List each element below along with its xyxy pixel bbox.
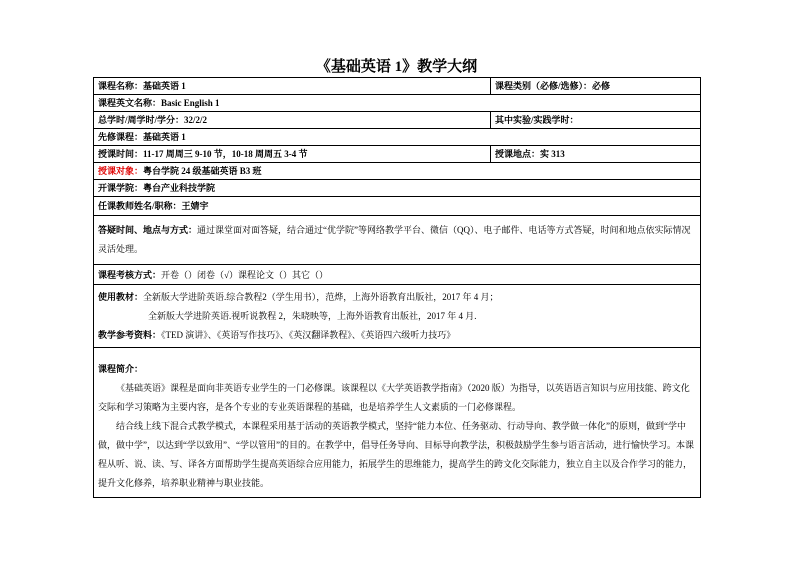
college-cell — [94, 180, 701, 197]
label: 授课时间： — [98, 149, 144, 159]
prereq-cell — [94, 129, 701, 146]
qa-cell — [94, 216, 701, 265]
english-name-cell — [94, 95, 701, 112]
label: 授课地点： — [495, 149, 541, 159]
label: 课程考核方式： — [98, 269, 162, 280]
course-type-cell — [491, 78, 701, 95]
value: 基础英语 1 — [143, 81, 186, 91]
label: 任课教师姓名/职称： — [98, 201, 182, 211]
place-cell — [491, 146, 701, 163]
textbook-cell — [94, 285, 701, 348]
value: 实 313 — [540, 149, 565, 159]
label: 先修课程： — [98, 132, 144, 142]
teacher-cell — [94, 197, 701, 216]
value: 11-17 周周三 9-10 节，10-18 周周五 3-4 节 — [143, 149, 308, 159]
label: 答疑时间、地点与方式： — [98, 225, 198, 235]
label: 总学时/周学时/学分： — [98, 115, 185, 125]
value: 粤台学院 24 级基础英语 B3 班 — [143, 166, 262, 176]
textbook-2: 全新版大学进阶英语.视听说教程 2，朱晓映等，上海外语教育出版社，2017 年 4 月. — [148, 310, 477, 321]
textbook-1: 全新版大学进阶英语.综合教程2（学生用书），范烨，上海外语教育出版社，2017 年 4 月； — [143, 291, 499, 302]
label: 教学参考资料： — [98, 329, 162, 340]
value: 基础英语 1 — [143, 132, 186, 142]
practice-cell — [491, 112, 701, 129]
exam-cell — [94, 265, 701, 285]
label: 课程名称： — [98, 81, 144, 91]
time-cell — [94, 146, 491, 163]
label: 使用教材： — [98, 291, 144, 302]
value: 《TED 演讲》、《英语写作技巧》、《英汉翻译教程》、《英语四六级听力技巧》 — [161, 329, 456, 340]
course-name-cell — [94, 78, 491, 95]
value: 粤台产业科技学院 — [143, 183, 216, 193]
label: 课程英文名称： — [98, 98, 162, 108]
value: 开卷（）闭卷（√）课程论文（）其它（） — [161, 269, 328, 280]
hours-cell — [94, 112, 491, 129]
value: 通过课堂面对面答疑，结合通过“优学院”等网络教学平台、微信（QQ）、电子邮件、电话等方式答疑，时间和地点依实际情况灵活处理。 — [98, 225, 691, 254]
syllabus-table — [93, 77, 701, 498]
value: 王婧宇 — [181, 201, 209, 211]
value: Basic English 1 — [161, 98, 220, 108]
label: 其中实验/实践学时： — [495, 115, 579, 125]
label: 课程类别（必修/选修）： — [495, 81, 593, 91]
value: 32/2/2 — [184, 115, 208, 125]
label: 授课对象： — [98, 166, 144, 176]
intro-paragraph-2: 结合线上线下混合式教学模式，本课程采用基于活动的英语教学模式，坚持“能力本位、任务驱动、行动导向、教学做一体化”的原则，做到“学中做，做中学”，以达到“学以致用”、“学以管用”的目的。在教学中，倡导任务导向、目标导向教学法，积极鼓励学生参与语言活动，进行愉快学习。本课程从听、说、读、写、译各方面帮助学生提高英语综合应用能力，拓展学生的思维能力，提高学生的跨文化交际能力，独立自主以及合作学习的能力，提升文化修养，培养职业精神与职业技能。 — [98, 421, 694, 488]
target-cell — [94, 163, 701, 180]
intro-paragraph-1: 《基础英语》课程是面向非英语专业学生的一门必修课。该课程以《大学英语教学指南》（2020 版）为指导，以英语语言知识与应用技能、跨文化交际和学习策略为主要内容，是各个专业的专业英语课程的基础，也是培养学生人文素质的一门必修课程。 — [98, 383, 690, 412]
intro-cell — [94, 348, 701, 498]
intro-label: 课程简介： — [98, 364, 144, 374]
label: 开课学院： — [98, 183, 144, 193]
value: 必修 — [592, 81, 611, 91]
page-title: 《基础英语 1》教学大纲 — [315, 59, 478, 75]
